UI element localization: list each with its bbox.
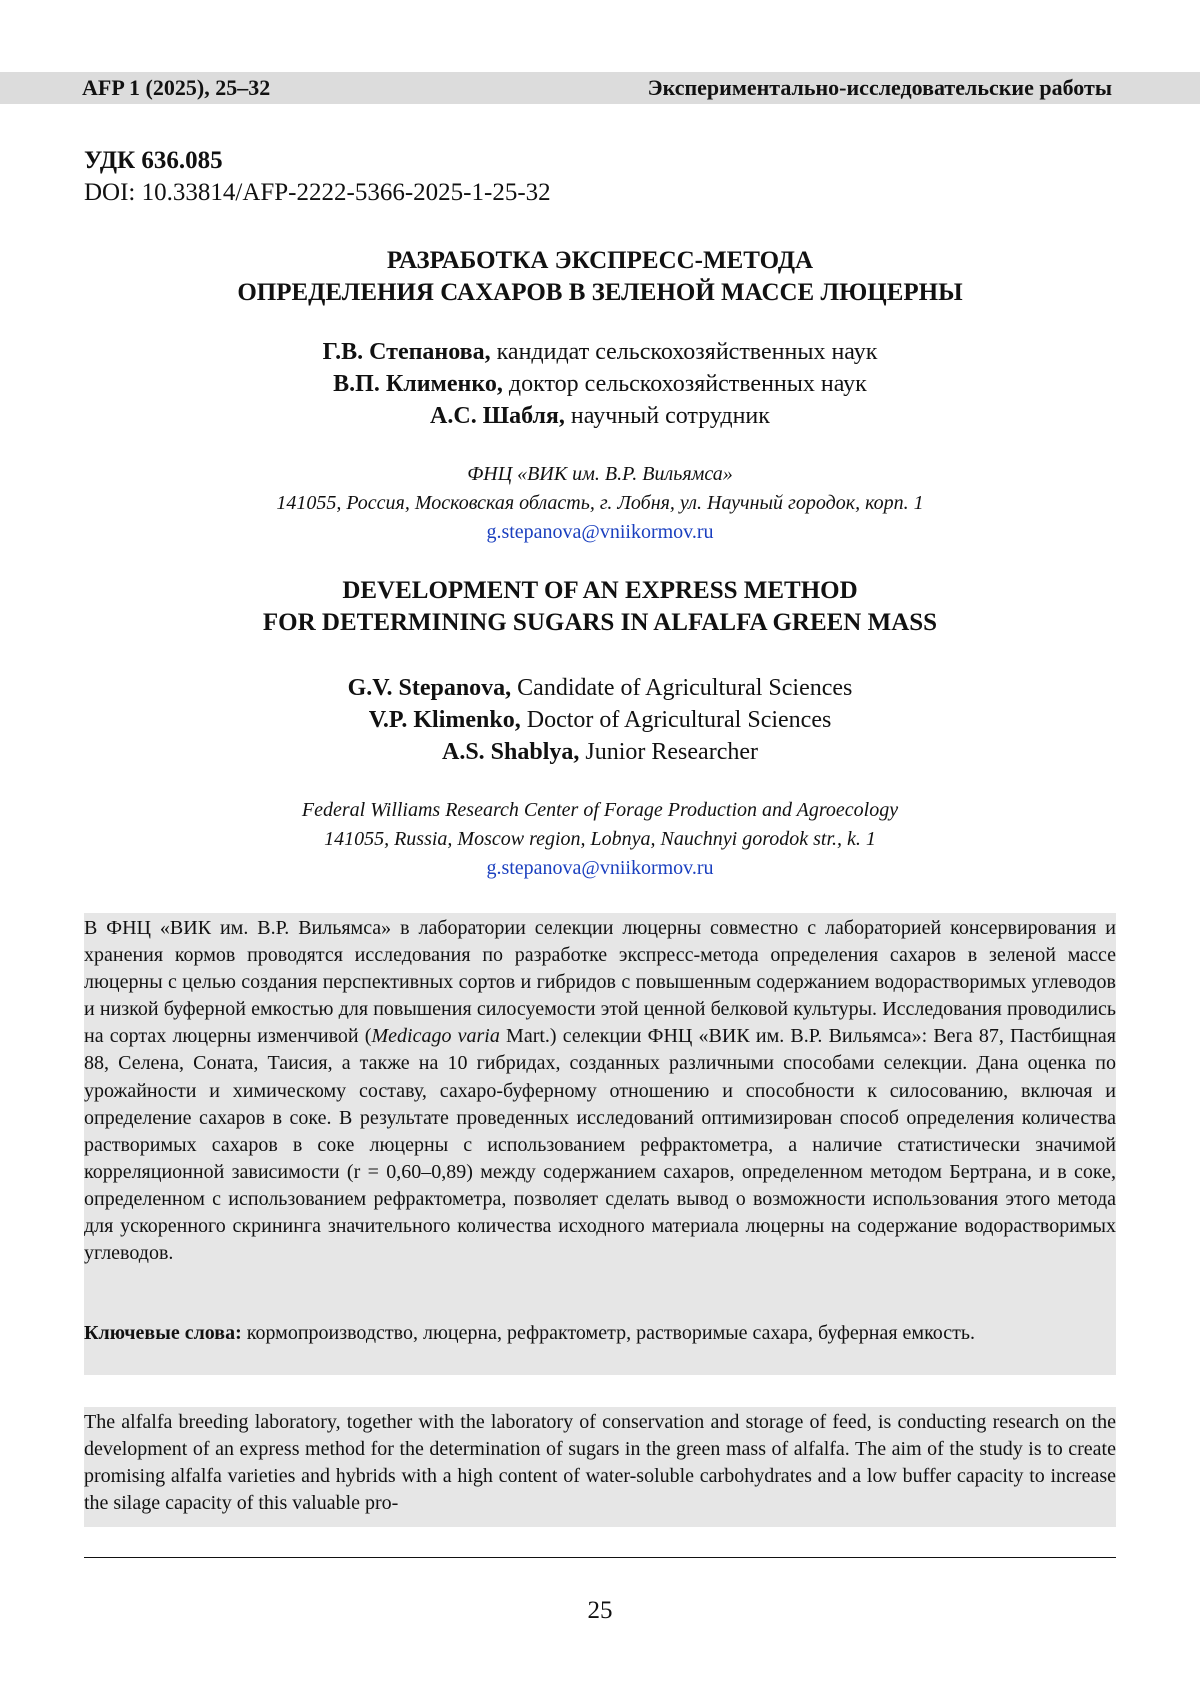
author-role: научный сотрудник (564, 403, 770, 429)
author-name: G.V. Stepanova, (347, 675, 512, 701)
author-name: А.С. Шабля, (430, 403, 565, 429)
author-en-2 (84, 704, 1116, 736)
title-en-line1: DEVELOPMENT OF AN EXPRESS METHOD (342, 577, 858, 604)
udc-code: УДК 636.085 (84, 147, 223, 174)
author-ru-2 (84, 368, 1116, 400)
affiliation-ru (84, 460, 1116, 547)
abstract-ru-part2: Mart.) селекции ФНЦ «ВИК им. В.Р. Вильямса»: Вега 87, Пастбищная 88, Селена, Соната, Таисия, а также на 10 гибридах, созданных различными способами селекции. Дана оценка по урожайности и химическому составу, сахаро-буферному отношению и способности к силосованию, включая и определение сахаров в соке. В результате проведенных исследований оптимизирован способ определения количества растворимых сахаров в соке люцерны с использованием рефрактометра, а наличие статистически значимой корреляционной зависимости (r = 0,60–0,89) между содержанием сахаров, определенном методом Бертрана, и в соке, определенном с использованием рефрактометра, позволяет сделать вывод о возможности использования этого метода для ускоренного скрининга значительного количества исходного материала люцерны на содержание водорастворимых углеводов. (84, 1025, 1117, 1265)
section-name: Экспериментально-исследовательские работы (647, 75, 1112, 100)
affiliation-en-address: 141055, Russia, Moscow region, Lobnya, Nauchnyi gorodok str., k. 1 (324, 828, 876, 850)
affiliation-en-name: Federal Williams Research Center of Forage Production and Agroecology (301, 799, 899, 821)
keywords-ru (84, 1320, 1116, 1347)
author-ru-3 (84, 400, 1116, 432)
author-role: Candidate of Agricultural Sciences (511, 675, 853, 701)
abstract-ru-part1: В ФНЦ «ВИК им. В.Р. Вильямса» в лаборатории селекции люцерны совместно с лабораторией консервирования и хранения кормов проводятся исследования по разработке экспресс-метода определения сахаров в зеленой массе люцерны с целью создания перспективных сортов и гибридов с повышенным содержанием водорастворимых углеводов и низкой буферной емкостью для повышения силосуемости этой ценной белковой культуры. Исследования проводились на сортах люцерны изменчивой ( (84, 917, 1116, 1048)
species-name: Medicago varia (371, 1025, 500, 1048)
keywords-label: Ключевые слова: (84, 1322, 242, 1344)
author-name: В.П. Клименко, (333, 371, 503, 397)
author-name: V.P. Klimenko, (368, 707, 521, 733)
page-number: 25 (587, 1597, 613, 1624)
abstract-en: The alfalfa breeding laboratory, together with the laboratory of conservation and storage of feed, is conducting research on the development of an express method for the determination of sugars in the green mass of alfalfa. The aim of the study is to create promising alfalfa varieties and hybrids with a high content of water-soluble carbohydrates and a low buffer capacity to increase the silage capacity of this valuable pro- (84, 1411, 1116, 1515)
affiliation-ru-name: ФНЦ «ВИК им. В.Р. Вильямса» (467, 463, 733, 485)
authors-en (84, 672, 1116, 768)
authors-ru (84, 336, 1116, 432)
title-ru-line2: ОПРЕДЕЛЕНИЯ САХАРОВ В ЗЕЛЕНОЙ МАССЕ ЛЮЦЕРНЫ (237, 279, 963, 306)
title-en-line2: FOR DETERMINING SUGARS IN ALFALFA GREEN MASS (262, 609, 938, 636)
title-ru (84, 245, 1116, 309)
abstract-ru (84, 915, 1116, 1267)
email-link-en[interactable]: g.stepanova@vniikormov.ru (486, 857, 714, 879)
affiliation-ru-address: 141055, Россия, Московская область, г. Лобня, ул. Научный городок, корп. 1 (276, 492, 924, 514)
doi: DOI: 10.33814/AFP-2222-5366-2025-1-25-32 (84, 179, 551, 206)
email-link-ru[interactable]: g.stepanova@vniikormov.ru (486, 521, 714, 543)
author-role: доктор сельскохозяйственных наук (502, 371, 867, 397)
author-ru-1 (84, 336, 1116, 368)
keywords-list: кормопроизводство, люцерна, рефрактометр, растворимые сахара, буферная емкость. (241, 1322, 976, 1344)
title-ru-line1: РАЗРАБОТКА ЭКСПРЕСС-МЕТОДА (386, 247, 814, 274)
affiliation-en (84, 796, 1116, 883)
author-name: Г.В. Степанова, (322, 339, 491, 365)
footer-rule (84, 1557, 1116, 1558)
author-role: Doctor of Agricultural Sciences (520, 707, 832, 733)
title-en (84, 575, 1116, 639)
author-role: кандидат сельскохозяйственных наук (490, 339, 878, 365)
author-role: Junior Researcher (579, 739, 758, 765)
author-en-3 (84, 736, 1116, 768)
author-en-1 (84, 672, 1116, 704)
author-name: A.S. Shablya, (442, 739, 580, 765)
journal-reference: AFP 1 (2025), 25–32 (82, 75, 271, 100)
